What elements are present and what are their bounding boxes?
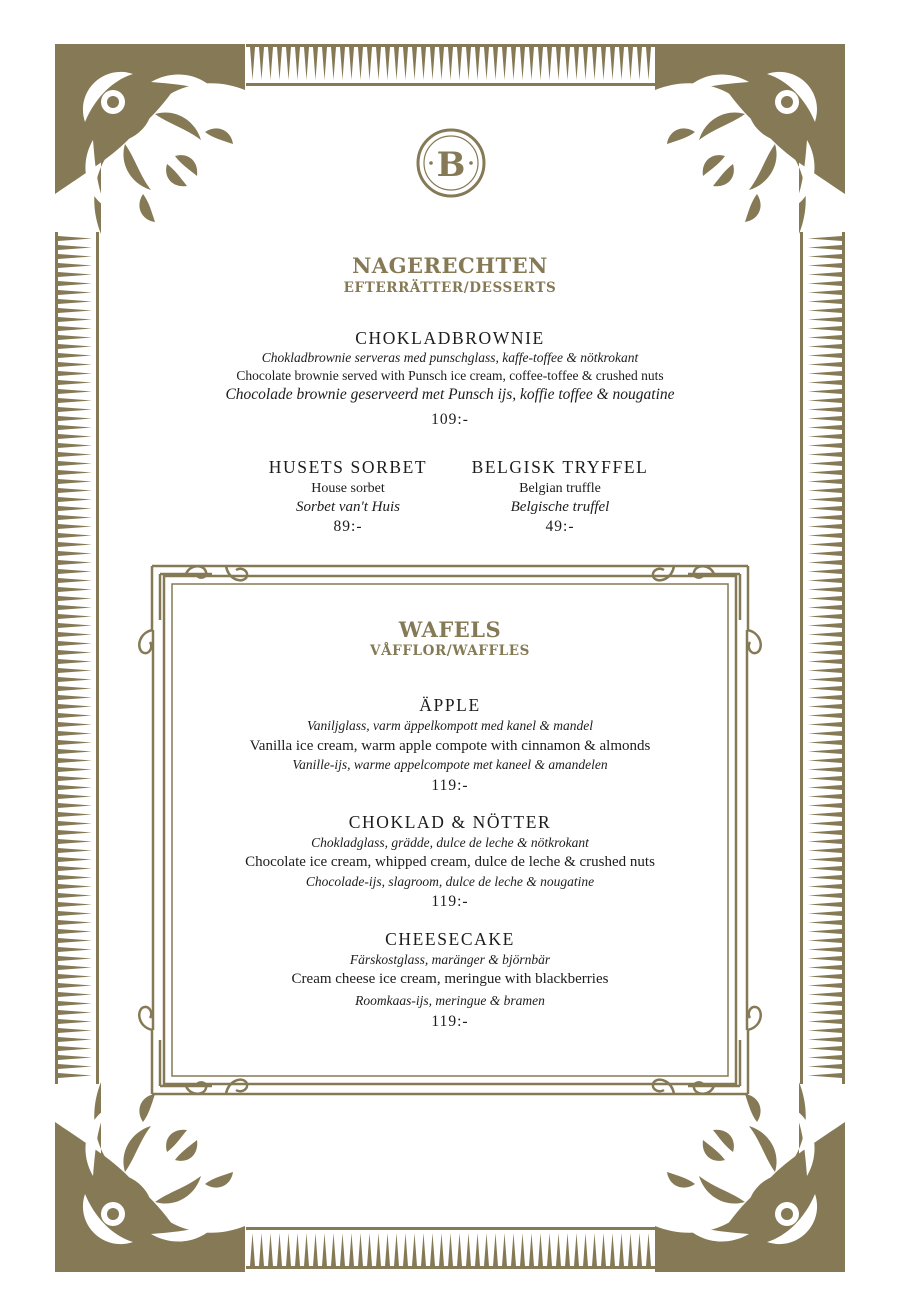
waffles-subtitle: VÅFFLOR/WAFFLES xyxy=(370,643,530,659)
apple-desc-sv: Vaniljglass, varm äppelkompott med kanel & mandel xyxy=(306,718,594,733)
desserts-subtitle: EFTERRÄTTER/DESSERTS xyxy=(343,280,557,296)
apple-name: ÄPPLE xyxy=(419,695,481,715)
choc-desc-nl: Chocolade-ijs, slagroom, dulce de leche & nougatine xyxy=(305,874,595,889)
truffle-name: BELGISK TRYFFEL xyxy=(471,457,649,477)
brownie-desc-sv: Chokladbrownie serveras med punschglass, kaffe-toffee & nötkrokant xyxy=(261,350,639,365)
sorbet-name: HUSETS SORBET xyxy=(268,457,428,477)
apple-price: 119:- xyxy=(431,777,469,794)
sorbet-item xyxy=(248,456,448,538)
cheese-price: 119:- xyxy=(431,1013,469,1030)
apple-desc-nl: Vanille-ijs, warme appelcompote met kaneel & amandelen xyxy=(292,757,608,772)
choc-name: CHOKLAD & NÖTTER xyxy=(348,812,552,832)
brownie-price: 109:- xyxy=(431,411,469,428)
desserts-title: NAGERECHTEN xyxy=(352,253,548,278)
cheese-desc-nl: Roomkaas-ijs, meringue & bramen xyxy=(355,993,545,1008)
truffle-desc-en: Belgian truffle xyxy=(519,481,601,496)
truffle-price: 49:- xyxy=(545,518,575,535)
choc-desc-sv: Chokladglass, grädde, dulce de leche & nötkrokant xyxy=(311,835,589,850)
logo-letter: B xyxy=(436,145,466,185)
truffle-item xyxy=(460,456,660,538)
sorbet-desc-nl: Sorbet van't Huis xyxy=(295,499,401,515)
waffles-title: WAFELS xyxy=(398,617,502,642)
sorbet-desc-en: House sorbet xyxy=(311,481,385,496)
sorbet-price: 89:- xyxy=(333,518,363,535)
cheese-desc-sv: Färskostglass, maränger & björnbär xyxy=(349,952,551,967)
choc-price: 119:- xyxy=(431,893,469,910)
cheese-name: CHEESECAKE xyxy=(385,929,515,949)
brownie-desc-en: Chocolate brownie served with Punsch ice cream, coffee-toffee & crushed nuts xyxy=(236,368,664,383)
apple-desc-en: Vanilla ice cream, warm apple compote with cinnamon & almonds xyxy=(249,738,651,754)
cheese-desc-en: Cream cheese ice cream, meringue with blackberries xyxy=(291,971,609,987)
choc-desc-en: Chocolate ice cream, whipped cream, dulce de leche & crushed nuts xyxy=(245,854,655,870)
truffle-desc-nl: Belgische truffel xyxy=(510,499,610,515)
brownie-desc-nl: Chocolade brownie geserveerd met Punsch ijs, koffie toffee & nougatine xyxy=(225,386,675,403)
logo-medallion xyxy=(418,130,484,196)
brownie-name: CHOKLADBROWNIE xyxy=(355,328,545,348)
